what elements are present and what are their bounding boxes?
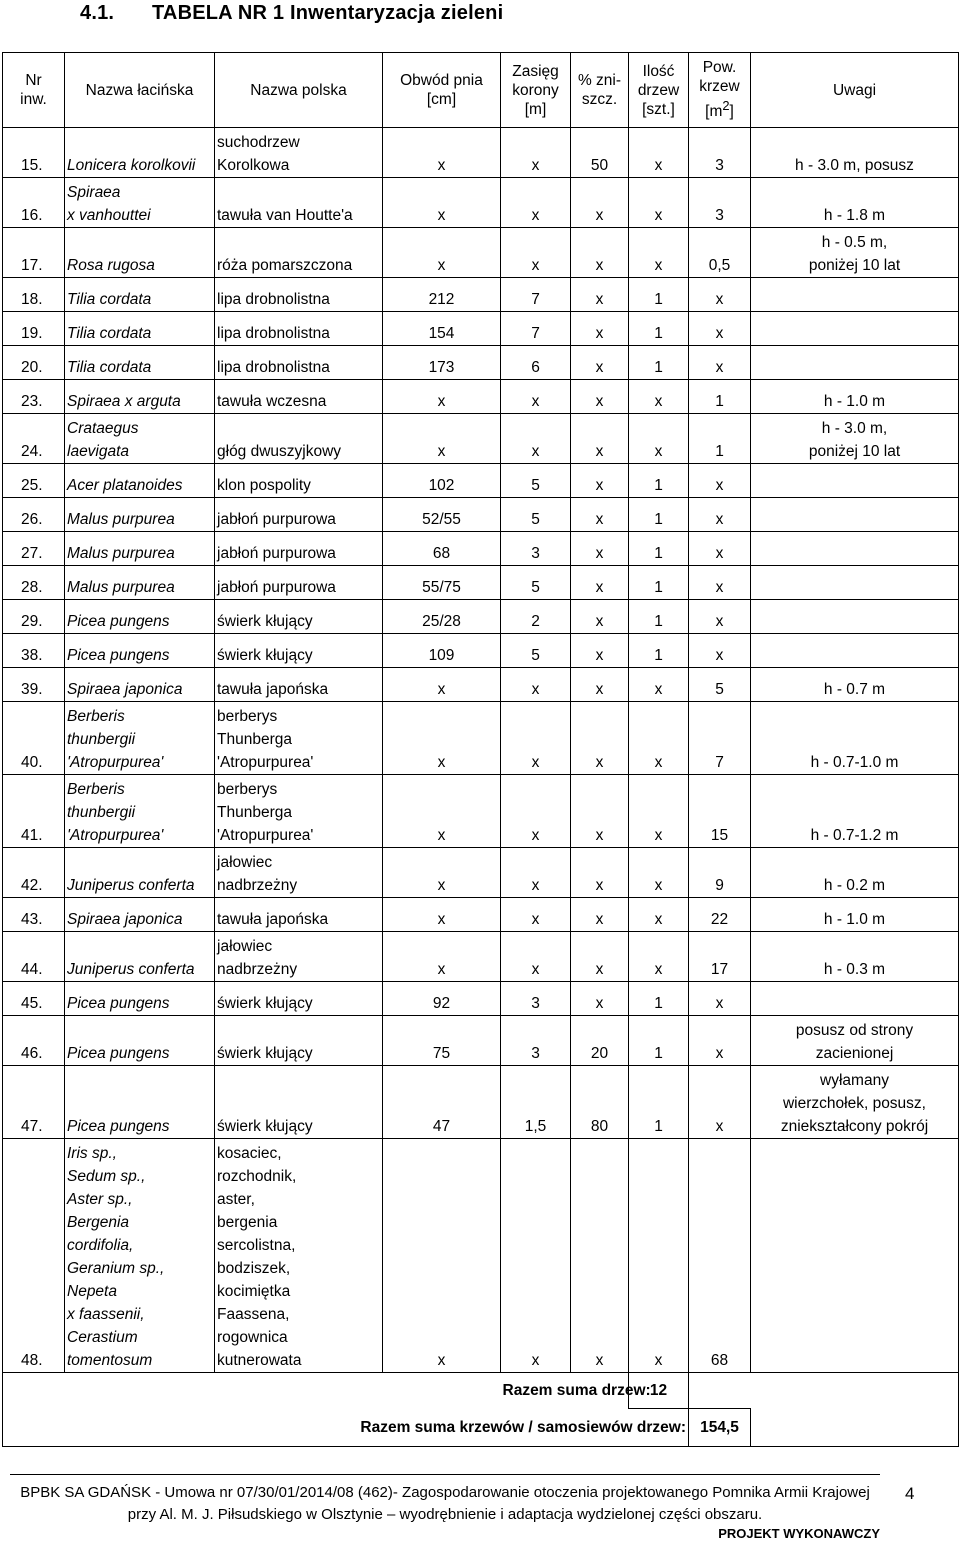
cell-nr: 44.	[3, 932, 65, 982]
cell-crown: x	[501, 668, 571, 702]
cell-polish: świerk kłujący	[215, 634, 383, 668]
cell-area: x	[689, 982, 751, 1016]
cell-area: x	[689, 278, 751, 312]
summary-trees-value: 12	[629, 1373, 689, 1409]
cell-nr: 42.	[3, 848, 65, 898]
col-header-latin: Nazwa łacińska	[65, 53, 215, 128]
cell-girth: x	[383, 848, 501, 898]
cell-nr: 45.	[3, 982, 65, 1016]
cell-nr: 46.	[3, 1016, 65, 1066]
table-row	[3, 566, 959, 600]
cell-nr: 29.	[3, 600, 65, 634]
inventory-table	[2, 52, 959, 1447]
cell-count: 1	[629, 566, 689, 600]
table-body	[3, 128, 959, 1373]
table-row	[3, 1139, 959, 1373]
cell-destroy: x	[571, 312, 629, 346]
cell-area: 68	[689, 1139, 751, 1373]
cell-latin: Acer platanoides	[65, 464, 215, 498]
cell-latin: Tilia cordata	[65, 312, 215, 346]
cell-latin: Rosa rugosa	[65, 228, 215, 278]
cell-area: x	[689, 600, 751, 634]
cell-latin: Picea pungens	[65, 1066, 215, 1139]
cell-notes: h - 3.0 m, posusz	[751, 128, 959, 178]
cell-destroy: x	[571, 982, 629, 1016]
cell-destroy: x	[571, 464, 629, 498]
cell-latin: Lonicera korolkovii	[65, 128, 215, 178]
col-header-area: Pow. krzew $[m^2]$	[689, 53, 751, 128]
table-row	[3, 848, 959, 898]
summary-trees-label: Razem suma drzew:	[502, 1382, 651, 1400]
cell-nr: 26.	[3, 498, 65, 532]
cell-girth: x	[383, 178, 501, 228]
cell-count: 1	[629, 312, 689, 346]
cell-nr: 47.	[3, 1066, 65, 1139]
cell-latin: Juniperus conferta	[65, 932, 215, 982]
cell-count: 1	[629, 634, 689, 668]
cell-crown: x	[501, 228, 571, 278]
cell-girth: x	[383, 228, 501, 278]
cell-destroy: x	[571, 178, 629, 228]
cell-notes	[751, 634, 959, 668]
cell-latin: Tilia cordata	[65, 278, 215, 312]
table-row	[3, 346, 959, 380]
cell-girth: x	[383, 1139, 501, 1373]
table-row	[3, 178, 959, 228]
cell-girth: x	[383, 668, 501, 702]
table-row	[3, 702, 959, 775]
cell-crown: x	[501, 1139, 571, 1373]
cell-polish: berberys Thunberga 'Atropurpurea'	[215, 702, 383, 775]
heading-number: 4.1.	[80, 2, 115, 24]
cell-polish: tawuła wczesna	[215, 380, 383, 414]
cell-area: 17	[689, 932, 751, 982]
table-header-row	[3, 53, 959, 128]
table-row	[3, 532, 959, 566]
cell-area: 3	[689, 128, 751, 178]
cell-girth: 68	[383, 532, 501, 566]
cell-girth: 75	[383, 1016, 501, 1066]
cell-destroy: x	[571, 498, 629, 532]
cell-nr: 18.	[3, 278, 65, 312]
cell-nr: 16.	[3, 178, 65, 228]
cell-destroy: x	[571, 600, 629, 634]
cell-count: 1	[629, 532, 689, 566]
table-row	[3, 498, 959, 532]
cell-polish: świerk kłujący	[215, 600, 383, 634]
cell-polish: lipa drobnolistna	[215, 346, 383, 380]
cell-girth: 47	[383, 1066, 501, 1139]
cell-crown: 7	[501, 278, 571, 312]
cell-notes	[751, 982, 959, 1016]
page-heading	[80, 2, 503, 25]
cell-crown: 5	[501, 464, 571, 498]
col-header-girth: Obwód pnia [cm]	[383, 53, 501, 128]
cell-notes	[751, 1139, 959, 1373]
cell-area: x	[689, 1066, 751, 1139]
cell-area: x	[689, 498, 751, 532]
cell-nr: 38.	[3, 634, 65, 668]
cell-crown: 3	[501, 982, 571, 1016]
cell-polish: jabłoń purpurowa	[215, 532, 383, 566]
cell-count: x	[629, 414, 689, 464]
cell-nr: 39.	[3, 668, 65, 702]
cell-crown: x	[501, 932, 571, 982]
cell-notes	[751, 566, 959, 600]
summary-shrubs-value: 154,5	[689, 1409, 751, 1447]
cell-polish: głóg dwuszyjkowy	[215, 414, 383, 464]
cell-polish: tawuła japońska	[215, 668, 383, 702]
cell-polish: lipa drobnolistna	[215, 278, 383, 312]
cell-notes	[751, 464, 959, 498]
cell-notes: h - 0.2 m	[751, 848, 959, 898]
cell-latin: Malus purpurea	[65, 498, 215, 532]
cell-area: 9	[689, 848, 751, 898]
col-header-nr: Nr inw.	[3, 53, 65, 128]
cell-crown: 5	[501, 634, 571, 668]
cell-notes	[751, 498, 959, 532]
cell-count: 1	[629, 1066, 689, 1139]
cell-nr: 28.	[3, 566, 65, 600]
cell-crown: x	[501, 775, 571, 848]
cell-girth: x	[383, 932, 501, 982]
cell-area: 1	[689, 380, 751, 414]
cell-girth: 109	[383, 634, 501, 668]
table-row	[3, 128, 959, 178]
cell-area: x	[689, 346, 751, 380]
cell-polish: lipa drobnolistna	[215, 312, 383, 346]
cell-crown: 5	[501, 498, 571, 532]
cell-notes: h - 3.0 m, poniżej 10 lat	[751, 414, 959, 464]
table-row	[3, 312, 959, 346]
cell-girth: 55/75	[383, 566, 501, 600]
cell-destroy: x	[571, 414, 629, 464]
cell-area: 5	[689, 668, 751, 702]
col-header-crown: Zasięg korony [m]	[501, 53, 571, 128]
cell-count: x	[629, 178, 689, 228]
cell-latin: Picea pungens	[65, 1016, 215, 1066]
cell-destroy: x	[571, 668, 629, 702]
cell-crown: x	[501, 380, 571, 414]
cell-girth: 173	[383, 346, 501, 380]
cell-notes	[751, 600, 959, 634]
footer-line-1: BPBK SA GDAŃSK - Umowa nr 07/30/01/2014/08 (462)- Zagospodarowanie otoczenia projektowanego Pomnika Armii Krajowej	[20, 1484, 870, 1501]
cell-nr: 17.	[3, 228, 65, 278]
table-row	[3, 600, 959, 634]
cell-nr: 41.	[3, 775, 65, 848]
cell-notes: h - 1.0 m	[751, 898, 959, 932]
cell-nr: 27.	[3, 532, 65, 566]
cell-girth: x	[383, 380, 501, 414]
cell-nr: 15.	[3, 128, 65, 178]
cell-girth: x	[383, 702, 501, 775]
cell-destroy: x	[571, 532, 629, 566]
cell-latin: Crataegus laevigata	[65, 414, 215, 464]
cell-count: x	[629, 702, 689, 775]
cell-destroy: x	[571, 932, 629, 982]
table-row	[3, 380, 959, 414]
cell-area: x	[689, 566, 751, 600]
cell-nr: 43.	[3, 898, 65, 932]
cell-destroy: x	[571, 380, 629, 414]
cell-latin: Malus purpurea	[65, 566, 215, 600]
cell-destroy: x	[571, 898, 629, 932]
cell-notes: h - 0.7-1.2 m	[751, 775, 959, 848]
cell-nr: 25.	[3, 464, 65, 498]
cell-girth: 52/55	[383, 498, 501, 532]
col-header-destroy: % zni- szcz.	[571, 53, 629, 128]
cell-count: x	[629, 668, 689, 702]
table-row	[3, 634, 959, 668]
footer-divider	[10, 1474, 880, 1475]
cell-polish: jałowiec nadbrzeżny	[215, 848, 383, 898]
cell-polish: tawuła van Houtte'a	[215, 178, 383, 228]
cell-count: 1	[629, 346, 689, 380]
cell-polish: jabłoń purpurowa	[215, 498, 383, 532]
cell-notes: h - 0.7-1.0 m	[751, 702, 959, 775]
cell-girth: 102	[383, 464, 501, 498]
cell-latin: Picea pungens	[65, 982, 215, 1016]
table-row	[3, 464, 959, 498]
cell-destroy: 50	[571, 128, 629, 178]
summary-shrubs-row	[3, 1409, 959, 1447]
cell-area: 7	[689, 702, 751, 775]
cell-count: x	[629, 128, 689, 178]
cell-count: x	[629, 848, 689, 898]
cell-crown: 6	[501, 346, 571, 380]
cell-destroy: x	[571, 228, 629, 278]
cell-girth: x	[383, 898, 501, 932]
cell-notes: wyłamany wierzchołek, posusz, zniekształcony pokrój	[751, 1066, 959, 1139]
cell-latin: Malus purpurea	[65, 532, 215, 566]
cell-count: 1	[629, 278, 689, 312]
cell-notes: posusz od strony zacienionej	[751, 1016, 959, 1066]
table-row	[3, 278, 959, 312]
cell-crown: 3	[501, 532, 571, 566]
cell-count: 1	[629, 498, 689, 532]
cell-crown: 3	[501, 1016, 571, 1066]
cell-girth: x	[383, 128, 501, 178]
cell-nr: 23.	[3, 380, 65, 414]
footer-line-2: przy Al. M. J. Piłsudskiego w Olsztynie – wyodrębnienie i adaptacja wydzielonej części obszaru.	[127, 1506, 763, 1523]
cell-crown: x	[501, 898, 571, 932]
cell-count: x	[629, 932, 689, 982]
cell-girth: 212	[383, 278, 501, 312]
cell-latin: Iris sp., Sedum sp., Aster sp., Bergenia cordifolia, Geranium sp., Nepeta x faassenii, Cerastium tomentosum	[65, 1139, 215, 1373]
cell-area: x	[689, 464, 751, 498]
cell-nr: 19.	[3, 312, 65, 346]
cell-area: 3	[689, 178, 751, 228]
cell-count: x	[629, 775, 689, 848]
cell-polish: świerk kłujący	[215, 982, 383, 1016]
cell-polish: róża pomarszczona	[215, 228, 383, 278]
cell-notes	[751, 532, 959, 566]
heading-title: TABELA NR 1 Inwentaryzacja zieleni	[152, 2, 504, 24]
cell-destroy: x	[571, 702, 629, 775]
cell-girth: 92	[383, 982, 501, 1016]
cell-notes	[751, 346, 959, 380]
footer-project: PROJEKT WYKONAWCZY	[718, 1526, 880, 1541]
cell-latin: Picea pungens	[65, 634, 215, 668]
cell-destroy: x	[571, 566, 629, 600]
cell-crown: x	[501, 848, 571, 898]
cell-crown: 1,5	[501, 1066, 571, 1139]
table-row	[3, 775, 959, 848]
cell-area: x	[689, 312, 751, 346]
cell-area: x	[689, 634, 751, 668]
cell-polish: klon pospolity	[215, 464, 383, 498]
cell-crown: x	[501, 414, 571, 464]
cell-nr: 24.	[3, 414, 65, 464]
cell-latin: Spiraea japonica	[65, 898, 215, 932]
cell-count: x	[629, 1139, 689, 1373]
col-header-count: Ilość drzew [szt.]	[629, 53, 689, 128]
cell-latin: Spiraea japonica	[65, 668, 215, 702]
col-header-polish: Nazwa polska	[215, 53, 383, 128]
cell-count: x	[629, 898, 689, 932]
cell-destroy: x	[571, 278, 629, 312]
cell-polish: tawuła japońska	[215, 898, 383, 932]
cell-crown: 5	[501, 566, 571, 600]
cell-count: 1	[629, 600, 689, 634]
cell-latin: Berberis thunbergii 'Atropurpurea'	[65, 775, 215, 848]
cell-crown: x	[501, 128, 571, 178]
cell-nr: 40.	[3, 702, 65, 775]
cell-latin: Spiraea x vanhouttei	[65, 178, 215, 228]
cell-destroy: x	[571, 346, 629, 380]
summary-section	[3, 1373, 959, 1447]
cell-crown: x	[501, 702, 571, 775]
cell-latin: Spiraea x arguta	[65, 380, 215, 414]
summary-shrubs-label: Razem suma krzewów / samosiewów drzew:	[215, 1409, 689, 1447]
cell-nr: 48.	[3, 1139, 65, 1373]
cell-notes	[751, 278, 959, 312]
cell-area: 22	[689, 898, 751, 932]
cell-polish: kosaciec, rozchodnik, aster, bergenia sercolistna, bodziszek, kocimiętka Faassena, rogownica kutnerowata	[215, 1139, 383, 1373]
cell-crown: 7	[501, 312, 571, 346]
cell-notes: h - 0.5 m, poniżej 10 lat	[751, 228, 959, 278]
cell-destroy: 80	[571, 1066, 629, 1139]
cell-nr: 20.	[3, 346, 65, 380]
cell-notes: h - 0.7 m	[751, 668, 959, 702]
cell-girth: x	[383, 775, 501, 848]
cell-polish: berberys Thunberga 'Atropurpurea'	[215, 775, 383, 848]
cell-count: 1	[629, 464, 689, 498]
cell-count: x	[629, 228, 689, 278]
cell-crown: 2	[501, 600, 571, 634]
cell-notes: h - 1.0 m	[751, 380, 959, 414]
cell-latin: Tilia cordata	[65, 346, 215, 380]
cell-polish: jabłoń purpurowa	[215, 566, 383, 600]
table-row	[3, 228, 959, 278]
cell-girth: x	[383, 414, 501, 464]
page-footer	[10, 1482, 880, 1542]
cell-polish: świerk kłujący	[215, 1016, 383, 1066]
table-row	[3, 1016, 959, 1066]
cell-area: 0,5	[689, 228, 751, 278]
table-row	[3, 414, 959, 464]
cell-polish: jałowiec nadbrzeżny	[215, 932, 383, 982]
cell-destroy: x	[571, 1139, 629, 1373]
cell-area: 15	[689, 775, 751, 848]
cell-polish: świerk kłujący	[215, 1066, 383, 1139]
cell-notes: h - 1.8 m	[751, 178, 959, 228]
cell-destroy: x	[571, 634, 629, 668]
table-row	[3, 898, 959, 932]
cell-destroy: x	[571, 775, 629, 848]
cell-latin: Picea pungens	[65, 600, 215, 634]
cell-notes	[751, 312, 959, 346]
cell-count: 1	[629, 1016, 689, 1066]
cell-latin: Juniperus conferta	[65, 848, 215, 898]
cell-polish: suchodrzew Korolkowa	[215, 128, 383, 178]
col-header-notes: Uwagi	[751, 53, 959, 128]
summary-trees-row	[3, 1373, 959, 1409]
table-row	[3, 932, 959, 982]
table-row	[3, 982, 959, 1016]
table-row	[3, 1066, 959, 1139]
cell-notes: h - 0.3 m	[751, 932, 959, 982]
cell-girth: 25/28	[383, 600, 501, 634]
page-number: 4	[905, 1484, 915, 1503]
cell-area: x	[689, 532, 751, 566]
cell-area: x	[689, 1016, 751, 1066]
cell-count: 1	[629, 982, 689, 1016]
cell-crown: x	[501, 178, 571, 228]
cell-count: x	[629, 380, 689, 414]
cell-destroy: 20	[571, 1016, 629, 1066]
cell-area: 1	[689, 414, 751, 464]
cell-destroy: x	[571, 848, 629, 898]
cell-latin: Berberis thunbergii 'Atropurpurea'	[65, 702, 215, 775]
table-row	[3, 668, 959, 702]
cell-girth: 154	[383, 312, 501, 346]
